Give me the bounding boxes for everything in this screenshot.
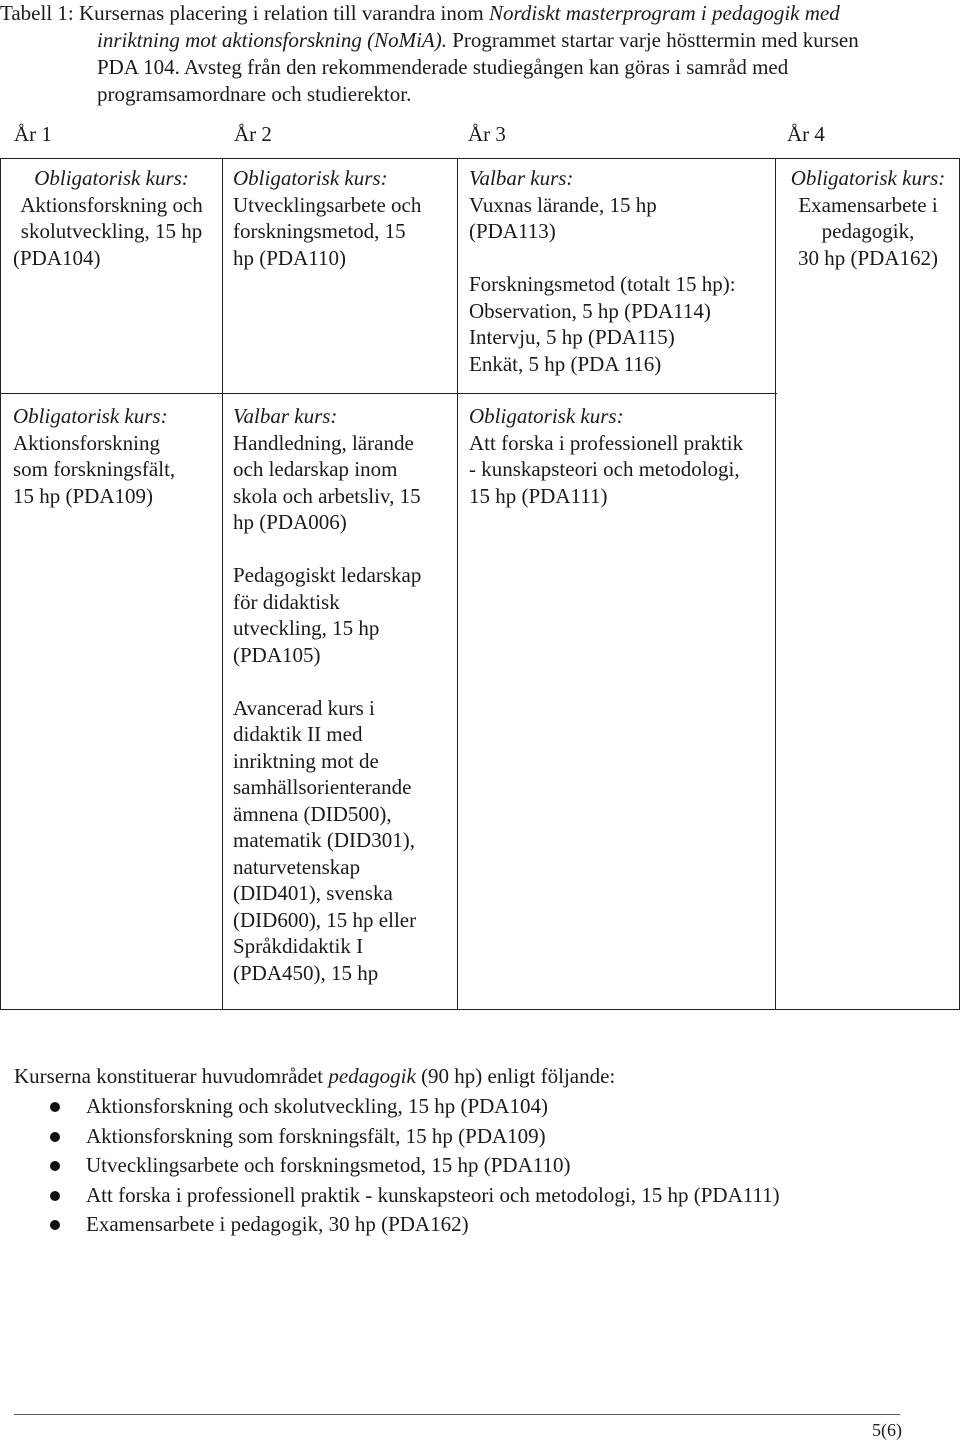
course-text: Att forska i professionell praktik bbox=[469, 430, 744, 455]
course-text: skolutveckling, 15 hp bbox=[20, 219, 203, 243]
course-text: 15 hp (PDA109) bbox=[13, 483, 153, 508]
course-text: hp (PDA006) bbox=[233, 510, 347, 534]
course-text: ämnena (DID500), bbox=[233, 801, 392, 826]
list-item-text: Aktionsforskning som forskningsfält, 15 hp (PDA109) bbox=[86, 1123, 546, 1148]
course-text: forskningsmetod, 15 bbox=[233, 219, 406, 243]
course-text: pedagogik, bbox=[821, 219, 915, 243]
course-text: Avancerad kurs i bbox=[233, 695, 375, 720]
course-cell-pda110 bbox=[233, 165, 455, 271]
course-text: didaktik II med bbox=[233, 722, 363, 746]
course-kind: Obligatorisk kurs: bbox=[34, 166, 189, 190]
course-text: Enkät, 5 hp (PDA 116) bbox=[469, 351, 662, 376]
course-text: Aktionsforskning och bbox=[20, 192, 203, 217]
course-text: (PDA104) bbox=[13, 245, 101, 270]
course-kind: Obligatorisk kurs: bbox=[13, 404, 168, 428]
course-kind: Valbar kurs: bbox=[469, 166, 574, 190]
course-text: Pedagogiskt ledarskap bbox=[233, 563, 422, 587]
course-table bbox=[0, 158, 960, 1010]
bullet-icon bbox=[50, 1132, 60, 1142]
course-text: Språkdidaktik I bbox=[233, 934, 364, 958]
course-text: Vuxnas lärande, 15 hp bbox=[469, 192, 657, 217]
table-caption bbox=[0, 0, 930, 108]
course-text: som forskningsfält, bbox=[13, 457, 176, 481]
row-divider bbox=[1, 393, 777, 394]
list-item-text: Aktionsforskning och skolutveckling, 15 hp (PDA104) bbox=[86, 1094, 548, 1118]
caption-line4: programsamordnare och studierektor. bbox=[97, 82, 412, 106]
year-4-header: År 4 bbox=[787, 122, 825, 146]
course-cell-pda162 bbox=[777, 165, 959, 271]
list-item-text: Att forska i professionell praktik - kunskapsteori och metodologi, 15 hp (PDA111) bbox=[86, 1182, 780, 1207]
course-text: (DID600), 15 hp eller bbox=[233, 907, 417, 932]
course-text: hp (PDA110) bbox=[233, 245, 346, 270]
course-text: Forskningsmetod (totalt 15 hp): bbox=[469, 272, 736, 296]
year-header-row bbox=[0, 122, 960, 158]
course-text: (PDA450), 15 hp bbox=[233, 960, 379, 985]
caption-program-name-1: Nordiskt masterprogram i pedagogik med bbox=[488, 1, 840, 25]
course-cell-pda109 bbox=[13, 403, 218, 509]
course-text: Aktionsforskning bbox=[13, 430, 160, 455]
footer-divider bbox=[14, 1414, 900, 1415]
course-cell-year2-elective bbox=[233, 403, 455, 986]
course-text: Handledning, lärande bbox=[233, 430, 414, 455]
course-text: 30 hp (PDA162) bbox=[798, 245, 938, 270]
column-divider bbox=[457, 159, 458, 1009]
course-text: matematik (DID301), bbox=[233, 828, 415, 852]
list-item-text: Examensarbete i pedagogik, 30 hp (PDA162) bbox=[86, 1212, 469, 1236]
caption-prefix: Tabell 1: Kursernas placering i relation till varandra inom bbox=[0, 1, 489, 25]
course-text: Observation, 5 hp (PDA114) bbox=[469, 298, 711, 323]
list-item-text: Utvecklingsarbete och forskningsmetod, 15 hp (PDA110) bbox=[86, 1153, 571, 1177]
bullet-icon bbox=[50, 1191, 60, 1201]
list-item bbox=[0, 1122, 780, 1152]
summary-intro-subject: pedagogik bbox=[328, 1064, 416, 1088]
course-text: samhällsorienterande bbox=[233, 775, 412, 799]
course-text: naturvetenskap bbox=[233, 854, 361, 879]
course-cell-pda104 bbox=[1, 165, 222, 271]
course-kind: Obligatorisk kurs: bbox=[233, 166, 388, 190]
course-kind: Obligatorisk kurs: bbox=[469, 404, 624, 428]
summary-intro bbox=[14, 1064, 615, 1089]
course-text: för didaktisk bbox=[233, 589, 340, 614]
year-3-header: År 3 bbox=[468, 122, 506, 146]
course-text: Utvecklingsarbete och bbox=[233, 192, 422, 217]
course-text: (PDA113) bbox=[469, 219, 556, 243]
course-text: Examensarbete i bbox=[798, 192, 938, 217]
list-item bbox=[0, 1092, 780, 1122]
bullet-icon bbox=[50, 1220, 60, 1230]
year-2-header: År 2 bbox=[234, 122, 272, 146]
course-kind: Obligatorisk kurs: bbox=[790, 166, 946, 190]
course-text: och ledarskap inom bbox=[233, 457, 398, 481]
course-text: 15 hp (PDA111) bbox=[469, 483, 608, 508]
list-item bbox=[0, 1210, 780, 1240]
course-text: - kunskapsteori och metodologi, bbox=[469, 457, 740, 481]
summary-list bbox=[0, 1092, 780, 1240]
course-cell-year3-elective bbox=[469, 165, 771, 377]
course-text: utveckling, 15 hp bbox=[233, 616, 380, 640]
course-text: skola och arbetsliv, 15 bbox=[233, 483, 421, 508]
bullet-icon bbox=[50, 1102, 60, 1112]
summary-intro-text-end: (90 hp) enligt följande: bbox=[415, 1064, 616, 1088]
course-cell-pda111 bbox=[469, 403, 771, 509]
course-text: (DID401), svenska bbox=[233, 881, 393, 905]
year-1-header: År 1 bbox=[14, 122, 52, 146]
caption-program-name-2: inriktning mot aktionsforskning (NoMiA). bbox=[97, 28, 447, 52]
caption-line2-rest: Programmet startar varje hösttermin med kursen bbox=[446, 28, 859, 52]
list-item bbox=[0, 1151, 780, 1181]
page-number: 5(6) bbox=[872, 1420, 902, 1440]
list-item bbox=[0, 1181, 780, 1211]
course-kind: Valbar kurs: bbox=[233, 404, 338, 428]
course-text: (PDA105) bbox=[233, 642, 321, 667]
bullet-icon bbox=[50, 1161, 60, 1171]
caption-line3: PDA 104. Avsteg från den rekommenderade studiegången kan göras i samråd med bbox=[97, 55, 789, 79]
course-text: inriktning mot de bbox=[233, 748, 379, 773]
summary-intro-text: Kurserna konstituerar huvudområdet bbox=[14, 1064, 329, 1088]
column-divider bbox=[222, 159, 223, 1009]
column-divider bbox=[775, 159, 776, 1009]
course-text: Intervju, 5 hp (PDA115) bbox=[469, 325, 675, 349]
